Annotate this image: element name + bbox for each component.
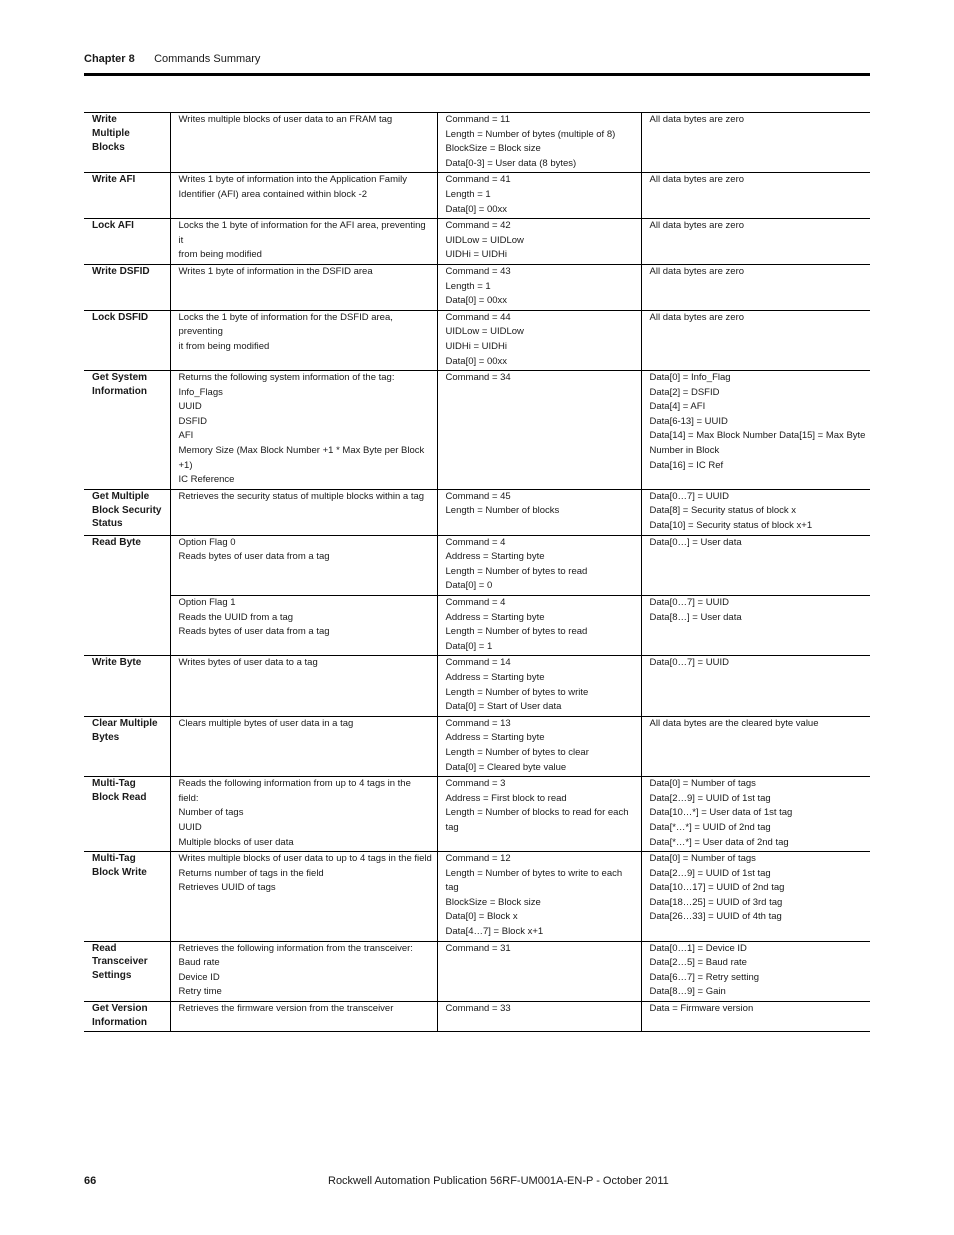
command-response	[641, 219, 870, 265]
command-response-line: Data[10] = Security status of block x+1	[649, 520, 813, 532]
command-response-line: Data[6-13] = UUID	[649, 415, 728, 427]
command-description-line: Option Flag 0	[178, 536, 236, 548]
command-request-line: Address = First block to read	[445, 792, 567, 804]
command-request	[437, 371, 641, 490]
command-response-line: Data[2…5] = Baud rate	[649, 957, 747, 969]
command-response-line: Data[*…*] = User data of 2nd tag	[649, 836, 789, 848]
command-name-line: Block Write	[92, 866, 147, 878]
command-description-line: Writes 1 byte of information in the DSFID area	[178, 265, 373, 277]
command-response	[641, 535, 870, 595]
command-request-line: Length = Number of bytes to write to each tag	[445, 867, 623, 894]
command-request-line: Data[0] = Start of User data	[445, 701, 562, 713]
command-name-line: Get Multiple	[92, 490, 150, 502]
command-description	[170, 596, 437, 656]
table-row	[84, 371, 870, 490]
command-request-line: Length = Number of blocks	[445, 505, 560, 517]
command-request	[437, 716, 641, 776]
command-name	[84, 716, 170, 776]
command-response-line: Data[0] = Number of tags	[649, 778, 756, 790]
command-name	[84, 535, 170, 595]
command-description-line: Locks the 1 byte of information for the DSFID area, preventing	[178, 311, 393, 338]
command-name	[84, 777, 170, 852]
command-request-line: Length = 1	[445, 280, 491, 292]
command-description-line: Reads bytes of user data from a tag	[178, 626, 330, 638]
command-request	[437, 264, 641, 310]
command-request	[437, 310, 641, 370]
command-response	[641, 852, 870, 942]
command-description-line: Returns the following system information of the tag:	[178, 372, 395, 384]
commands-table	[84, 112, 870, 1032]
command-request	[437, 535, 641, 595]
command-description-line: Retrieves UUID of tags	[178, 882, 276, 894]
command-name	[84, 489, 170, 535]
command-response-line: All data bytes are zero	[649, 114, 745, 125]
command-response-line: Number in Block	[649, 445, 720, 457]
command-name-line: Get Version	[92, 1003, 148, 1015]
command-response	[641, 656, 870, 716]
command-request-line: Data[0] = 00xx	[445, 355, 508, 367]
command-description	[170, 310, 437, 370]
command-response	[641, 777, 870, 852]
command-response-line: Data[6…7] = Retry setting	[649, 971, 760, 983]
command-description-line: Memory Size (Max Block Number +1 * Max Byte per Block	[178, 445, 425, 457]
command-response-line: Data[0…1] = Device ID	[649, 942, 747, 954]
command-name-line: Status	[92, 518, 123, 530]
command-request-line: Command = 42	[445, 220, 511, 232]
table-row	[84, 656, 870, 716]
table-row	[84, 596, 870, 656]
command-description-line: Writes multiple blocks of user data to up to 4 tags in the field	[178, 853, 432, 865]
command-description-line: Clears multiple bytes of user data in a tag	[178, 717, 354, 729]
table-row	[84, 777, 870, 852]
table-row	[84, 852, 870, 942]
command-name	[84, 310, 170, 370]
command-response-line: Data[10…17] = UUID of 2nd tag	[649, 882, 785, 894]
publication-info: Rockwell Automation Publication 56RF-UM001A-EN-P - October 2011	[328, 1175, 669, 1187]
command-name-line: Read	[92, 942, 117, 954]
command-request-line: UIDLow = UIDLow	[445, 234, 524, 246]
command-response-line: Data[*…*] = UUID of 2nd tag	[649, 821, 771, 833]
command-response-line: All data bytes are zero	[649, 265, 745, 277]
command-response-line: Data = Firmware version	[649, 1003, 754, 1015]
command-request-line: Command = 34	[445, 372, 511, 384]
command-name	[84, 656, 170, 716]
command-description	[170, 219, 437, 265]
command-request-line: Length = Number of blocks to read for each	[445, 807, 629, 819]
command-description-line: UUID	[178, 821, 202, 833]
command-request-line: Length = 1	[445, 188, 491, 200]
command-response	[641, 716, 870, 776]
command-name	[84, 113, 170, 173]
command-response-line: All data bytes are zero	[649, 311, 745, 323]
command-description-line: UUID	[178, 401, 202, 413]
command-response-line: Data[0…7] = UUID	[649, 597, 729, 608]
command-request	[437, 1002, 641, 1032]
command-response-line: Data[0] = Info_Flag	[649, 372, 731, 384]
command-description	[170, 716, 437, 776]
command-request-line: Data[4…7] = Block x+1	[445, 926, 544, 938]
command-name-line: Transceiver	[92, 956, 148, 968]
command-response-line: Data[0…7] = UUID	[649, 657, 729, 669]
table-row	[84, 113, 870, 173]
command-description-line: Reads bytes of user data from a tag	[178, 551, 330, 563]
command-response-line: Data[4] = AFI	[649, 401, 706, 413]
command-request-line: Command = 13	[445, 717, 511, 729]
command-request-line: Length = Number of bytes to read	[445, 626, 588, 638]
command-request-line: Command = 4	[445, 536, 506, 548]
command-description-line: Writes multiple blocks of user data to an FRAM tag	[178, 114, 393, 125]
command-response-line: Data[2…9] = UUID of 1st tag	[649, 792, 771, 804]
command-description-line: Option Flag 1	[178, 597, 236, 608]
command-description-line: Retrieves the following information from the transceiver:	[178, 942, 413, 954]
command-description-line: it from being modified	[178, 340, 270, 352]
command-name	[84, 371, 170, 490]
table-row	[84, 1002, 870, 1032]
command-request	[437, 596, 641, 656]
command-name-line: Multiple	[92, 127, 130, 139]
command-request-line: Address = Starting byte	[445, 671, 545, 683]
command-name-line: Multi-Tag	[92, 778, 136, 790]
command-name	[84, 1002, 170, 1032]
command-request	[437, 852, 641, 942]
table-row	[84, 941, 870, 1001]
command-request-line: Command = 33	[445, 1003, 511, 1015]
command-response-line: Data[0…7] = UUID	[649, 490, 729, 502]
command-request-line: BlockSize = Block size	[445, 143, 541, 155]
command-description-line: DSFID	[178, 415, 207, 427]
command-request-line: Data[0] = 00xx	[445, 203, 508, 215]
command-description	[170, 656, 437, 716]
command-name	[84, 596, 170, 656]
command-description	[170, 113, 437, 173]
command-request-line: BlockSize = Block size	[445, 896, 541, 908]
command-request-line: Length = Number of bytes to write	[445, 686, 589, 698]
command-description-line: from being modified	[178, 249, 262, 261]
command-description-line: +1)	[178, 459, 193, 471]
command-name-line: Clear Multiple	[92, 717, 158, 729]
command-name-line: Bytes	[92, 731, 120, 743]
command-request	[437, 777, 641, 852]
command-request-line: Command = 45	[445, 490, 511, 502]
command-description-line: Reads the UUID from a tag	[178, 611, 294, 623]
command-request-line: Command = 41	[445, 174, 511, 186]
command-response-line: All data bytes are zero	[649, 220, 745, 232]
command-response-line: All data bytes are zero	[649, 174, 745, 186]
page-number: 66	[84, 1175, 97, 1187]
command-description-line: Retrieves the firmware version from the transceiver	[178, 1003, 394, 1015]
command-response	[641, 113, 870, 173]
command-request-line: Length = Number of bytes (multiple of 8)	[445, 128, 616, 140]
page-header	[84, 53, 870, 65]
command-name-line: Get System	[92, 372, 148, 384]
command-response-line: Data[8…] = User data	[649, 611, 742, 623]
command-name-line: Block Security	[92, 504, 162, 516]
command-request-line: Command = 12	[445, 853, 511, 865]
command-description-line: Retrieves the security status of multiple blocks within a tag	[178, 490, 425, 502]
command-description	[170, 371, 437, 490]
command-response-line: Data[8…9] = Gain	[649, 986, 726, 998]
command-response	[641, 489, 870, 535]
command-description-line: Writes 1 byte of information into the Application Family	[178, 174, 407, 186]
table-row	[84, 489, 870, 535]
command-name-line: Lock AFI	[92, 220, 134, 232]
command-response	[641, 173, 870, 219]
command-description-line: Reads the following information from up to 4 tags in the field:	[178, 778, 411, 804]
command-request-line: Command = 44	[445, 311, 511, 323]
command-description-line: IC Reference	[178, 474, 235, 486]
command-response-line: Data[10…*] = User data of 1st tag	[649, 807, 793, 819]
table-row	[84, 716, 870, 776]
command-response-line: Data[0…] = User data	[649, 536, 742, 548]
command-name-line: Write Byte	[92, 657, 142, 669]
command-name-line: Information	[92, 385, 147, 397]
command-request-line: UIDLow = UIDLow	[445, 326, 524, 338]
command-description-line: AFI	[178, 430, 194, 442]
command-description-line: Device ID	[178, 971, 220, 983]
command-request-line: Length = Number of bytes to clear	[445, 746, 589, 758]
command-response-line: All data bytes are the cleared byte value	[649, 717, 819, 729]
command-request-line: Length = Number of bytes to read	[445, 565, 588, 577]
command-request-line: Command = 43	[445, 265, 511, 277]
chapter-title: Commands Summary	[154, 53, 261, 65]
table-row	[84, 310, 870, 370]
command-name-line: Settings	[92, 970, 132, 982]
command-response	[641, 1002, 870, 1032]
command-response	[641, 596, 870, 656]
command-response-line: Data[14] = Max Block Number Data[15] = Max Byte	[649, 430, 866, 442]
command-name-line: Read Byte	[92, 536, 141, 548]
command-response	[641, 371, 870, 490]
command-description-line: Writes bytes of user data to a tag	[178, 657, 318, 669]
command-request-line: tag	[445, 821, 459, 833]
command-description-line: Returns number of tags in the field	[178, 867, 324, 879]
command-response-line: Data[18…25] = UUID of 3rd tag	[649, 896, 783, 908]
command-response-line: Data[0] = Number of tags	[649, 853, 756, 865]
command-name-line: Write DSFID	[92, 265, 150, 277]
command-name-line: Write AFI	[92, 174, 136, 186]
command-response-line: Data[8] = Security status of block x	[649, 505, 797, 517]
command-name	[84, 173, 170, 219]
table-row	[84, 535, 870, 595]
table-row	[84, 173, 870, 219]
command-description-line: Multiple blocks of user data	[178, 836, 294, 848]
command-description	[170, 777, 437, 852]
command-response-line: Data[2…9] = UUID of 1st tag	[649, 867, 771, 879]
command-request-line: UIDHi = UIDHi	[445, 249, 507, 261]
command-name-line: Block Read	[92, 791, 147, 803]
command-description	[170, 173, 437, 219]
command-request-line: Command = 31	[445, 942, 511, 954]
command-request	[437, 656, 641, 716]
command-request-line: Command = 11	[445, 114, 511, 125]
command-request	[437, 173, 641, 219]
command-response	[641, 264, 870, 310]
command-name-line: Multi-Tag	[92, 853, 136, 865]
command-description-line: Retry time	[178, 986, 222, 998]
command-request-line: Address = Starting byte	[445, 732, 545, 744]
command-request-line: Data[0] = Cleared byte value	[445, 761, 567, 773]
command-name-line: Blocks	[92, 141, 125, 153]
command-request	[437, 489, 641, 535]
command-request-line: Command = 4	[445, 597, 506, 608]
header-rule	[84, 73, 870, 76]
command-description	[170, 852, 437, 942]
command-response	[641, 310, 870, 370]
command-request	[437, 941, 641, 1001]
command-name	[84, 264, 170, 310]
command-request-line: Data[0] = 00xx	[445, 295, 508, 307]
command-request-line: Address = Starting byte	[445, 611, 545, 623]
command-response-line: Data[26…33] = UUID of 4th tag	[649, 911, 782, 923]
command-name-line: Lock DSFID	[92, 311, 149, 323]
command-request	[437, 113, 641, 173]
command-response-line: Data[16] = IC Ref	[649, 459, 724, 471]
chapter-label: Chapter 8	[84, 53, 135, 65]
command-request-line: Data[0] = Block x	[445, 911, 518, 923]
command-request-line: Data[0] = 1	[445, 640, 493, 652]
command-description-line: Identifier (AFI) area contained within block -2	[178, 188, 368, 200]
table-row	[84, 219, 870, 265]
command-description	[170, 941, 437, 1001]
command-name	[84, 852, 170, 942]
command-name	[84, 219, 170, 265]
command-name-line: Write	[92, 114, 117, 125]
command-name-line: Information	[92, 1016, 147, 1028]
command-description	[170, 264, 437, 310]
command-description-line: Number of tags	[178, 807, 244, 819]
command-request-line: Address = Starting byte	[445, 551, 545, 563]
command-description-line: Info_Flags	[178, 386, 223, 398]
command-description-line: Baud rate	[178, 957, 220, 969]
command-request-line: Command = 14	[445, 657, 511, 669]
command-response	[641, 941, 870, 1001]
command-request-line: UIDHi = UIDHi	[445, 340, 507, 352]
command-request-line: Data[0-3] = User data (8 bytes)	[445, 157, 577, 169]
command-name	[84, 941, 170, 1001]
commands-table-body	[84, 113, 870, 1032]
command-response-line: Data[2] = DSFID	[649, 386, 720, 398]
table-row	[84, 264, 870, 310]
command-description	[170, 489, 437, 535]
command-description	[170, 535, 437, 595]
command-request	[437, 219, 641, 265]
command-description	[170, 1002, 437, 1032]
command-request-line: Command = 3	[445, 778, 506, 790]
command-description-line: Locks the 1 byte of information for the AFI area, preventing it	[178, 220, 426, 246]
command-request-line: Data[0] = 0	[445, 580, 493, 592]
